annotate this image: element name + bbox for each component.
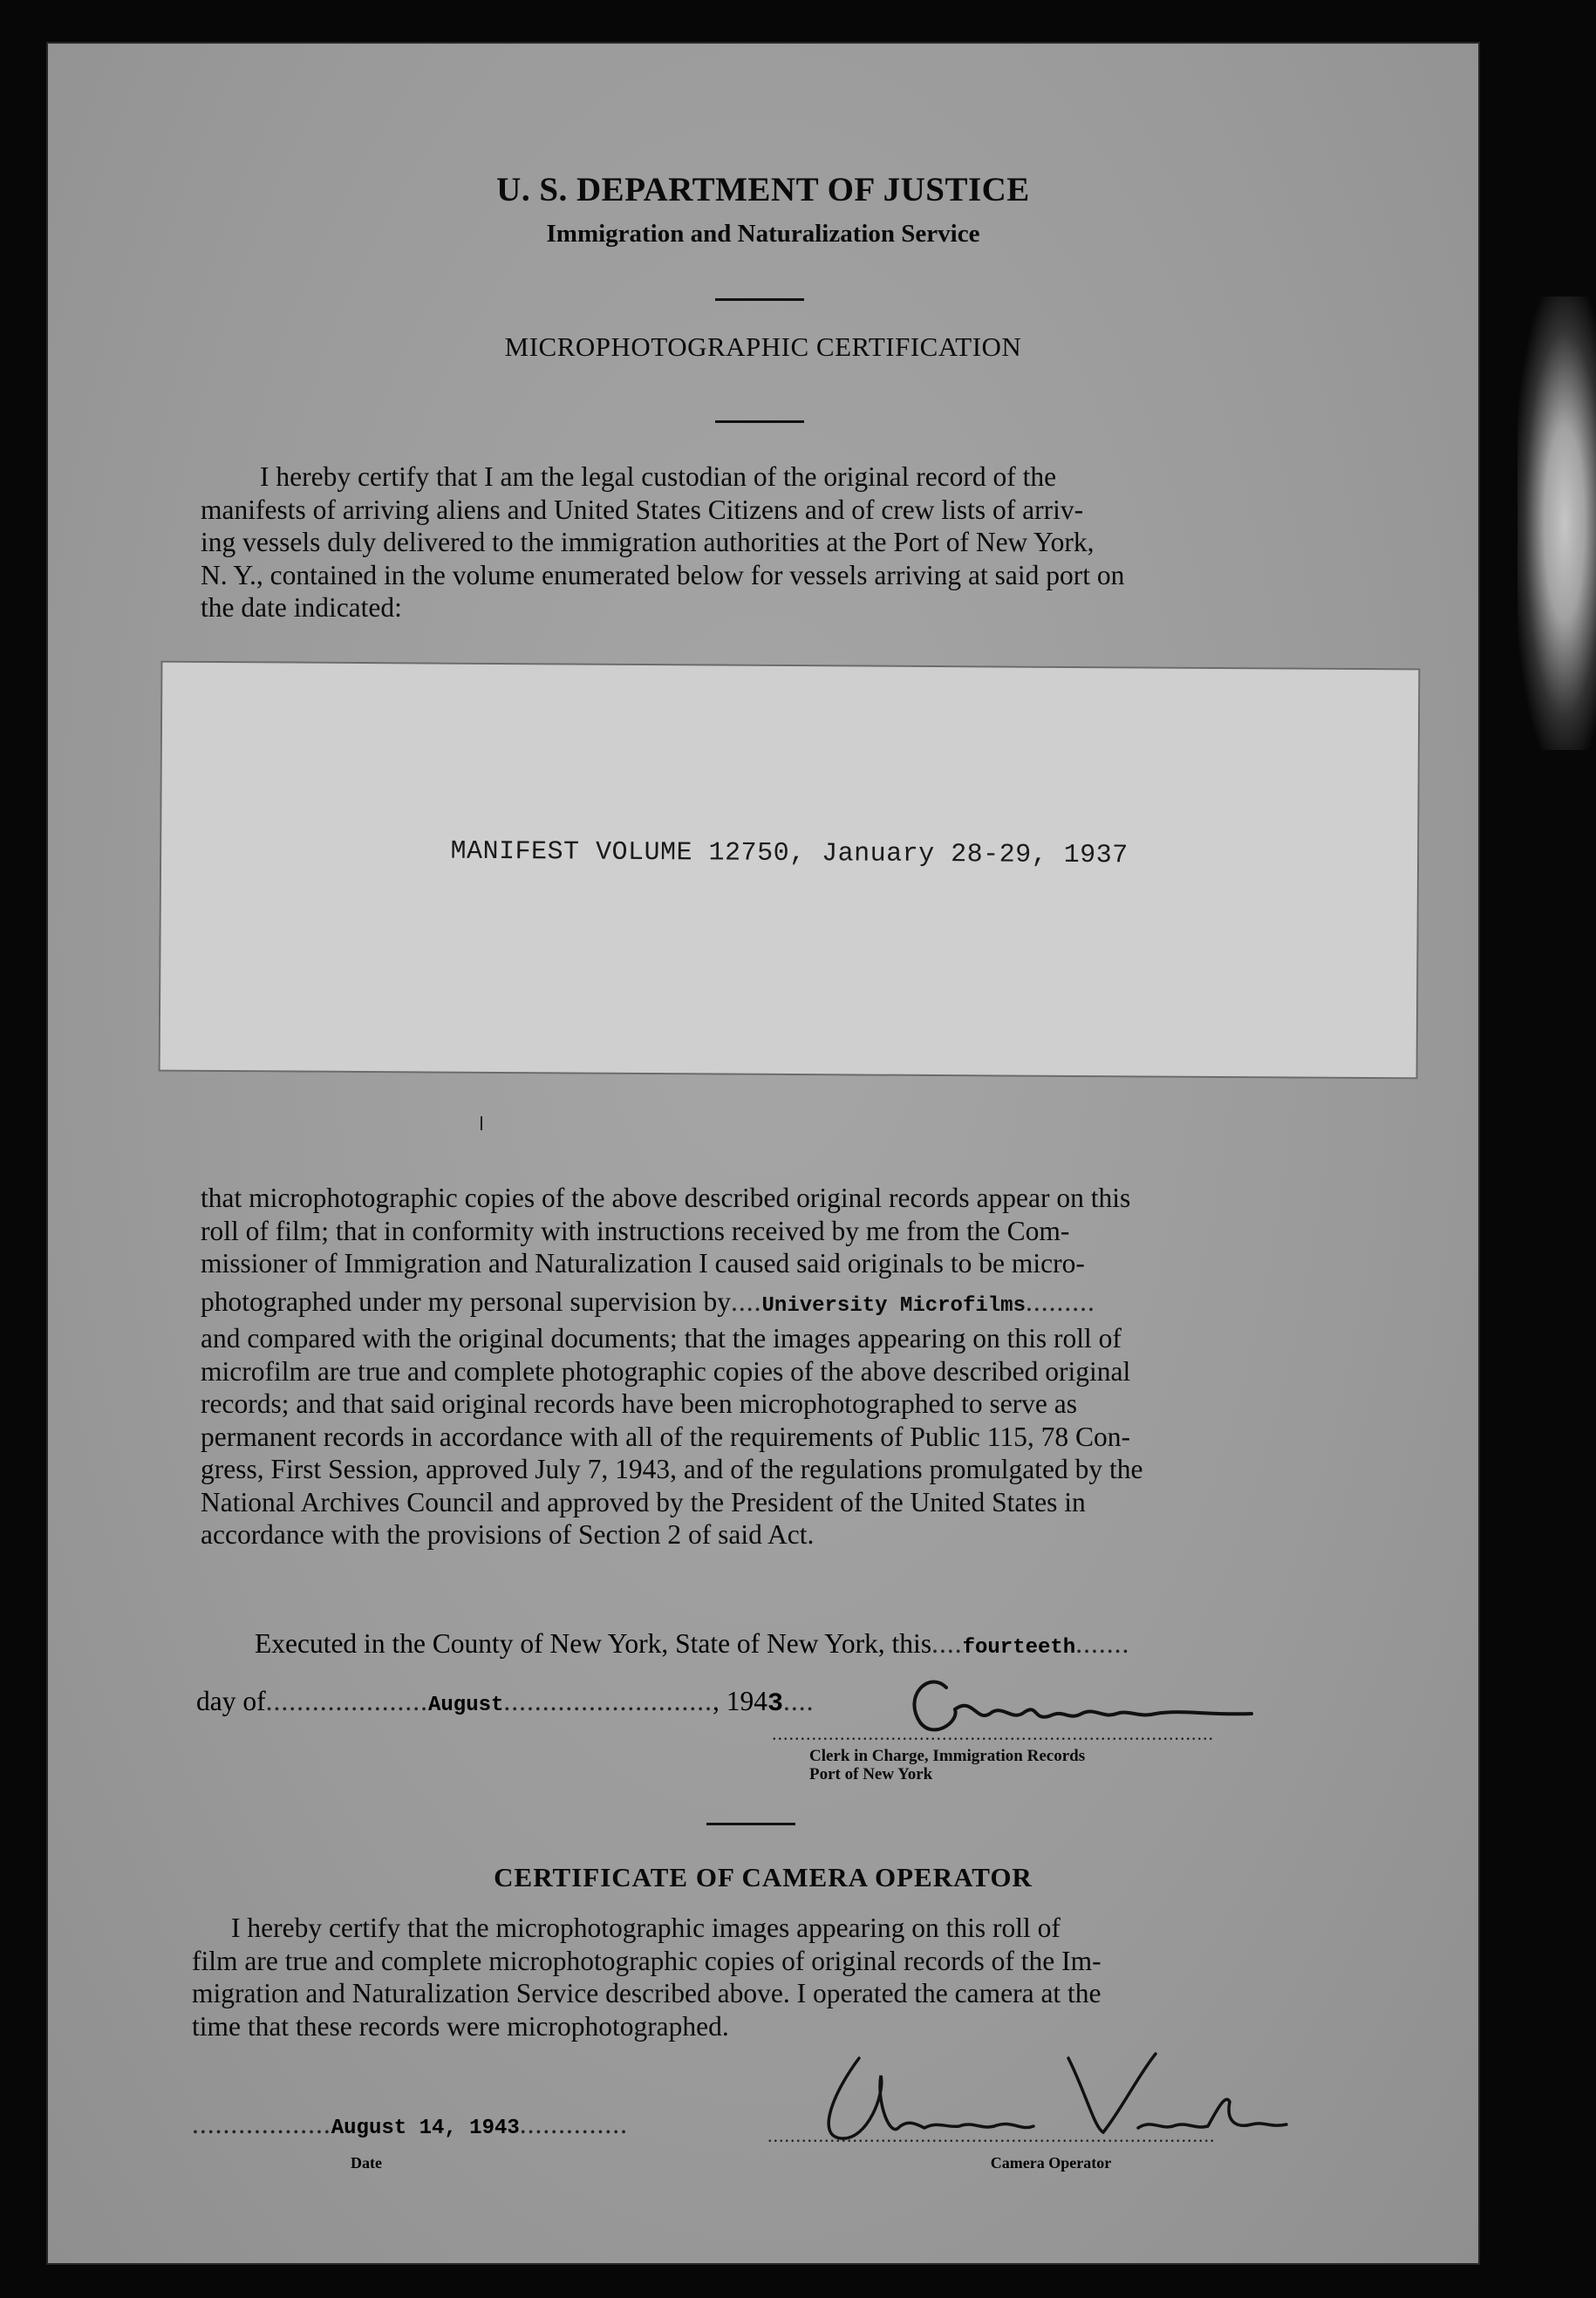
camera-date-line: ..................August 14, 1943.............. [192, 2109, 629, 2140]
camera-paragraph [192, 1912, 1374, 2042]
body-line: missioner of Immigration and Naturalization I caused said originals to be micro- [201, 1248, 1085, 1279]
service-subheading: Immigration and Naturalization Service [546, 220, 980, 248]
execution-day: fourteeth [962, 1636, 1076, 1660]
intro-line: manifests of arriving aliens and United States Citizens and of crew lists of arriv- [201, 494, 1084, 525]
intro-paragraph [201, 460, 1374, 624]
operator-signature [807, 2041, 1295, 2154]
certification-title: MICROPHOTOGRAPHIC CERTIFICATION [504, 331, 1022, 362]
operator-signature-line: ............................................................................... [767, 2124, 1216, 2146]
camera-line: time that these records were microphotographed. [192, 2010, 729, 2042]
execution-month: August [427, 1694, 504, 1717]
clerk-title-line: Port of New York [809, 1765, 933, 1783]
camera-operator-label: Camera Operator [990, 2154, 1112, 2172]
clerk-signature [894, 1661, 1278, 1749]
camera-line: migration and Naturalization Service described above. I operated the camera at the [192, 1978, 1102, 2008]
camera-operator-heading: CERTIFICATE OF CAMERA OPERATOR [494, 1862, 1033, 1892]
film-edge-blot [1518, 297, 1596, 750]
body-line: and compared with the original documents; that the images appearing on this roll of [201, 1323, 1122, 1354]
date-label: Date [351, 2154, 382, 2172]
supervision-line: photographed under my personal supervision by....University Microfilms......... [201, 1285, 1095, 1318]
certificate-sheet [48, 44, 1478, 2263]
divider [715, 298, 804, 301]
manifest-card [159, 661, 1421, 1080]
date-line: day of.....................August..........................., 1943.... [196, 1686, 815, 1719]
clerk-title-line: Clerk in Charge, Immigration Records [809, 1747, 1086, 1765]
clerk-title [809, 1747, 1085, 1783]
body-line: records; and that said original records have been microphotographed to serve as [201, 1388, 1078, 1419]
body-line: roll of film; that in conformity with instructions received by me from the Com- [201, 1215, 1070, 1246]
body-line: that microphotographic copies of the above described original records appear on this [201, 1183, 1131, 1213]
body-paragraph [201, 1182, 1374, 1551]
divider [706, 1823, 795, 1825]
camera-line: I hereby certify that the microphotographic images appearing on this roll of [231, 1913, 1061, 1943]
clerk-signature-line: .............................................................................. [772, 1722, 1214, 1744]
manifest-volume-text: MANIFEST VOLUME 12750, January 28-29, 1937 [450, 836, 1129, 871]
camera-date-value: August 14, 1943 [331, 2117, 520, 2140]
intro-line: ing vessels duly delivered to the immigration authorities at the Port of New York, [201, 527, 1095, 557]
supervisor-name: University Microfilms [761, 1293, 1026, 1318]
execution-prefix: Executed in the County of New York, State of New York, this [255, 1628, 932, 1659]
camera-line: film are true and complete microphotographic copies of original records of the Im- [192, 1945, 1102, 1976]
divider [715, 420, 804, 423]
body-line: National Archives Council and approved by the President of the United States in [201, 1486, 1086, 1517]
body-line: microfilm are true and complete photographic copies of the above described original [201, 1355, 1131, 1387]
intro-line: I hereby certify that I am the legal custodian of the original record of the [260, 461, 1057, 492]
intro-line: the date indicated: [201, 592, 402, 623]
year-prefix: , 194 [713, 1686, 768, 1716]
body-line: permanent records in accordance with all of the requirements of Public 115, 78 Con- [201, 1421, 1130, 1452]
intro-line: N. Y., contained in the volume enumerated below for vessels arriving at said port on [201, 559, 1125, 590]
day-of-label: day of [196, 1686, 266, 1716]
department-heading: U. S. DEPARTMENT OF JUSTICE [496, 171, 1030, 208]
mark [481, 1116, 482, 1130]
execution-line: Executed in the County of New York, State of New York, this....fourteeth....... [255, 1628, 1130, 1660]
supervision-prefix: photographed under my personal supervision by [201, 1285, 732, 1317]
year-digit: 3 [767, 1689, 784, 1719]
body-line: gress, First Session, approved July 7, 1943, and of the regulations promulgated by the [201, 1454, 1143, 1484]
body-line: accordance with the provisions of Section 2 of said Act. [201, 1519, 815, 1550]
